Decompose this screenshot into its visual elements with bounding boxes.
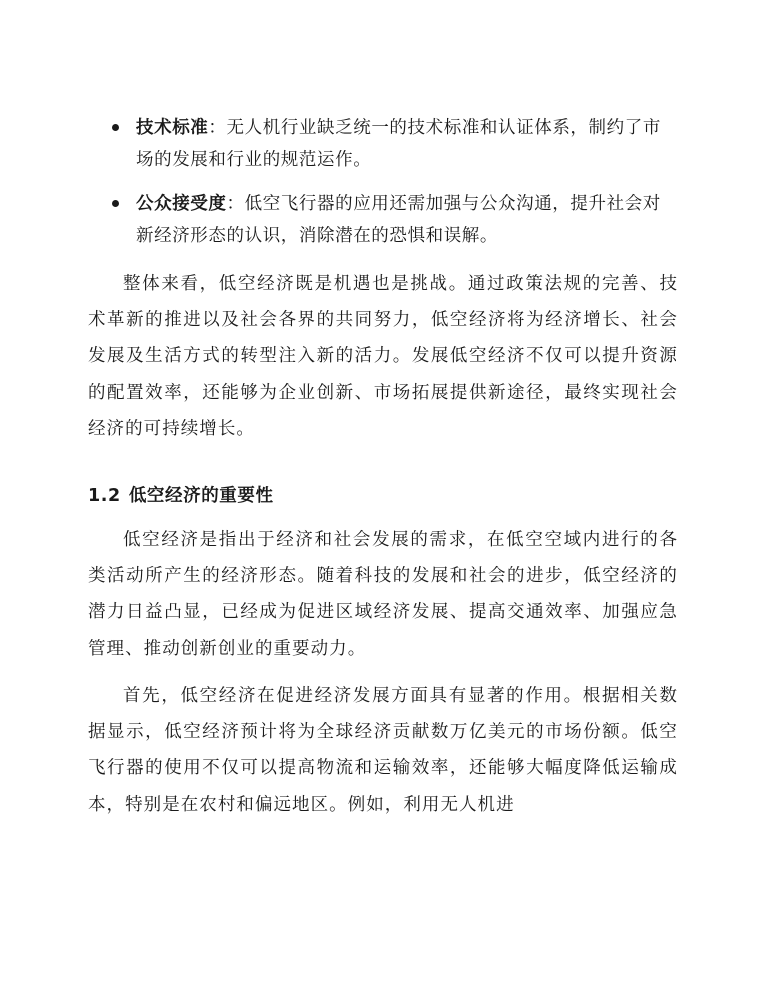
- bullet-item-technical-standards: [108, 112, 668, 176]
- bullet-text: 低空飞行器的应用还需加强与公众沟通，提升社会对新经济形态的认识，消除潜在的恐惧和误解。: [136, 194, 661, 246]
- challenges-bullet-list: [108, 112, 668, 264]
- bullet-dot-icon: [112, 200, 119, 207]
- section-heading: [88, 478, 274, 514]
- bullet-dot-icon: [112, 124, 119, 131]
- section-number: 1.2: [88, 486, 121, 506]
- section-paragraph-economic-role: 首先，低空经济在促进经济发展方面具有显著的作用。根据相关数据显示，低空经济预计将为全球经济贡献数万亿美元的市场份额。低空飞行器的使用不仅可以提高物流和运输效率，还能够大幅度降低运输成本，特别是在农村和偏远地区。例如，利用无人机进: [88, 686, 678, 815]
- bullet-term: 技术标准: [136, 118, 209, 138]
- section-title: 低空经济的重要性: [128, 486, 274, 506]
- bullet-term: 公众接受度: [136, 194, 227, 214]
- section-paragraph-definition: 低空经济是指出于经济和社会发展的需求，在低空空域内进行的各类活动所产生的经济形态。随着科技的发展和社会的进步，低空经济的潜力日益凸显，已经成为促进区域经济发展、提高交通效率、加强应急管理、推动创新创业的重要动力。: [88, 530, 678, 659]
- bullet-item-public-acceptance: [108, 188, 668, 252]
- summary-paragraph: 整体来看，低空经济既是机遇也是挑战。通过政策法规的完善、技术革新的推进以及社会各界的共同努力，低空经济将为经济增长、社会发展及生活方式的转型注入新的活力。发展低空经济不仅可以提升资源的配置效率，还能够为企业创新、市场拓展提供新途径，最终实现社会经济的可持续增长。: [88, 274, 678, 439]
- bullet-separator: ：: [208, 118, 227, 138]
- bullet-text: 无人机行业缺乏统一的技术标准和认证体系，制约了市场的发展和行业的规范运作。: [136, 118, 661, 170]
- bullet-separator: ：: [226, 194, 245, 214]
